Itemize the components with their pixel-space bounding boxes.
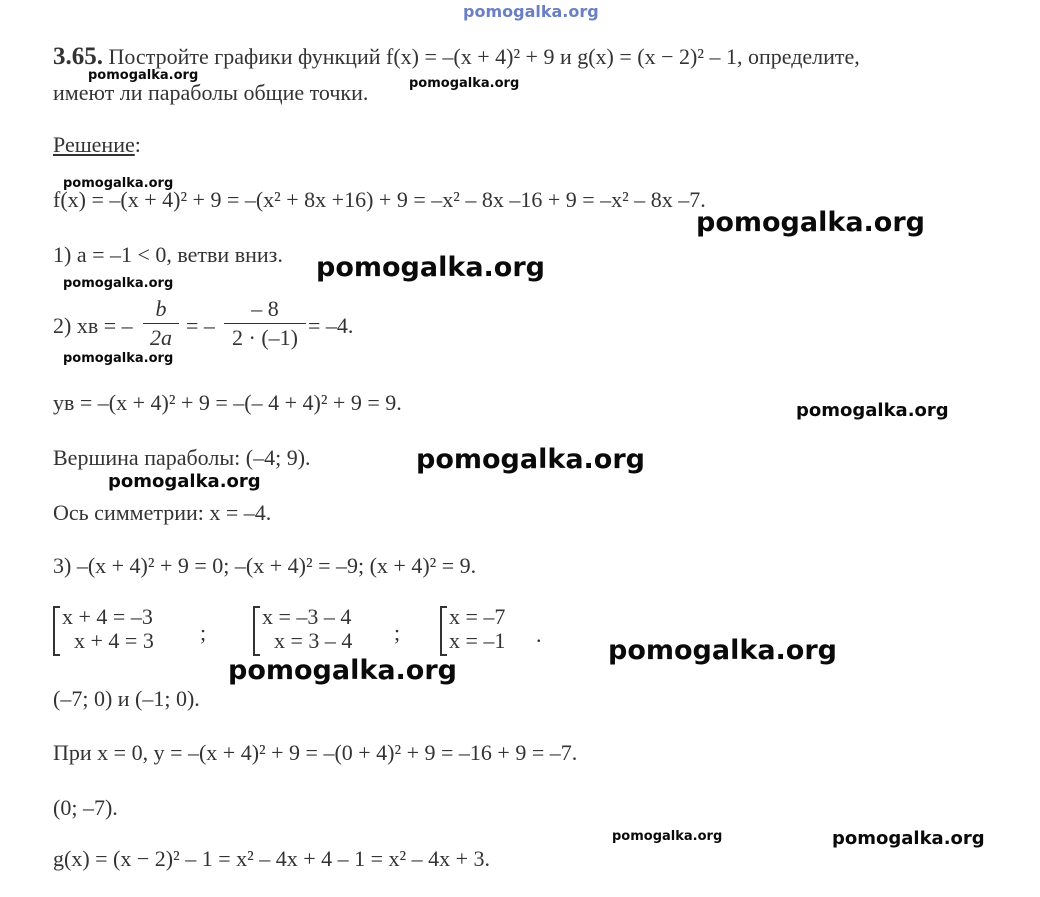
step-2-mid: = – xyxy=(186,313,215,338)
system-3: x = –7 x = –1 xyxy=(449,604,506,653)
watermark-2: pomogalka.org xyxy=(409,76,520,91)
watermark-4: pomogalka.org xyxy=(696,207,925,238)
problem-line-1 xyxy=(53,44,860,70)
watermark-8: pomogalka.org xyxy=(796,400,949,421)
yv-line: yв = –(x + 4)² + 9 = –(– 4 + 4)² + 9 = 9. xyxy=(53,390,402,415)
step-2-end: = –4. xyxy=(308,313,354,338)
step-2-prefix: 2) xв = – xyxy=(53,313,133,338)
system-1: x + 4 = –3 x + 4 = 3 xyxy=(62,604,154,653)
watermark-6: pomogalka.org xyxy=(63,276,174,291)
watermark-top: pomogalka.org xyxy=(463,2,599,21)
solution-heading: Решение: xyxy=(53,132,141,157)
system-1-sep: ; xyxy=(200,620,207,645)
bracket-3 xyxy=(440,606,447,656)
bracket-1 xyxy=(53,606,60,656)
g-expansion: g(x) = (x − 2)² – 1 = x² – 4x + 4 – 1 = x² – 4x + 3. xyxy=(53,846,491,871)
fraction-value: – 8 2 · (–1) xyxy=(224,296,306,351)
problem-text-1: Постройте графики функций f(x) = –(x + 4)² + 9 и g(x) = (x − 2)² – 1, определите, xyxy=(108,44,860,69)
system-3-sep: . xyxy=(536,622,542,647)
watermark-3: pomogalka.org xyxy=(63,176,174,191)
system-2-sep: ; xyxy=(394,620,401,645)
vertex-line: Вершина параболы: (–4; 9). xyxy=(53,445,311,470)
watermark-10: pomogalka.org xyxy=(108,471,261,492)
system-2: x = –3 – 4 x = 3 – 4 xyxy=(262,604,353,653)
watermark-12: pomogalka.org xyxy=(228,655,457,686)
step-3: 3) –(x + 4)² + 9 = 0; –(x + 4)² = –9; (x + 4)² = 9. xyxy=(53,553,477,578)
bracket-2 xyxy=(253,606,260,656)
watermark-14: pomogalka.org xyxy=(832,828,985,849)
f-expansion: f(x) = –(x + 4)² + 9 = –(x² + 8x +16) + 9 = –x² – 8x –16 + 9 = –x² – 8x –7. xyxy=(53,187,706,212)
watermark-1: pomogalka.org xyxy=(88,68,199,83)
point-line: (0; –7). xyxy=(53,795,118,820)
roots-line: (–7; 0) и (–1; 0). xyxy=(53,686,200,711)
problem-line-2: имеют ли параболы общие точки. xyxy=(53,80,369,105)
watermark-7: pomogalka.org xyxy=(63,351,174,366)
axis-line: Ось симметрии: x = –4. xyxy=(53,500,272,525)
watermark-13: pomogalka.org xyxy=(612,829,723,844)
watermark-5: pomogalka.org xyxy=(316,252,545,283)
at-zero-line: При x = 0, y = –(x + 4)² + 9 = –(0 + 4)² + 9 = –16 + 9 = –7. xyxy=(53,740,578,765)
step-1: 1) a = –1 < 0, ветви вниз. xyxy=(53,242,283,267)
problem-number: 3.65. xyxy=(53,43,103,70)
watermark-11: pomogalka.org xyxy=(608,635,837,666)
fraction-b-over-2a: b 2a xyxy=(143,296,179,351)
watermark-9: pomogalka.org xyxy=(416,444,645,475)
